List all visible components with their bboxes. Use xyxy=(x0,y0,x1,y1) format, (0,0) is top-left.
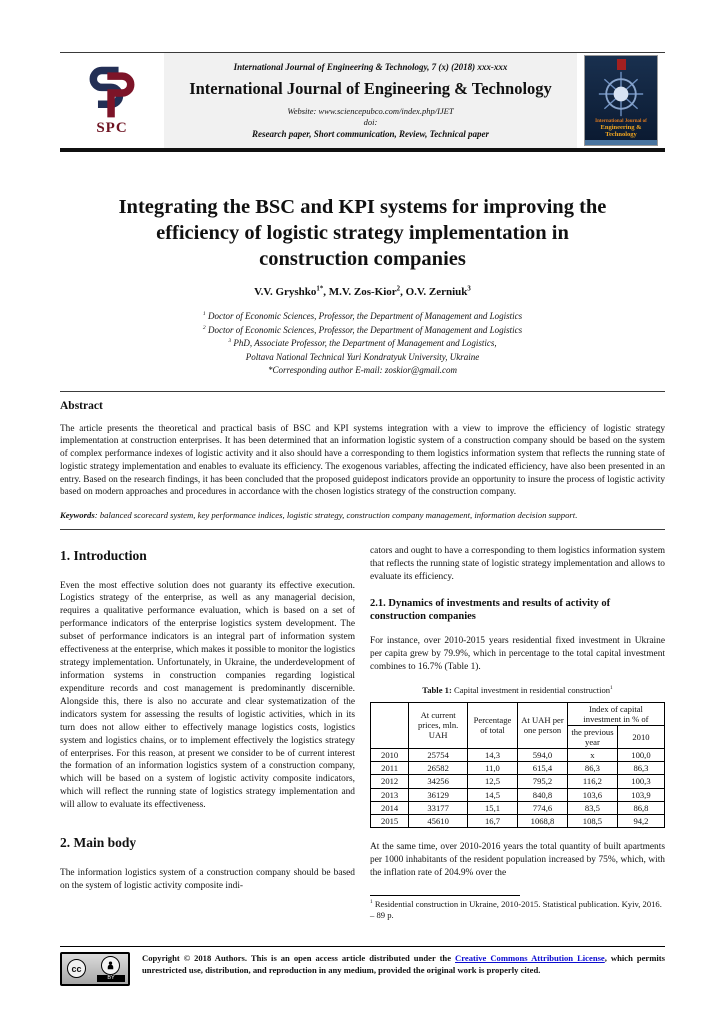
table-header-row xyxy=(371,702,665,725)
affiliation-text: PhD, Associate Professor, the Department of Management and Logistics, xyxy=(231,338,497,349)
journal-masthead xyxy=(164,53,577,148)
table-cell: 840,8 xyxy=(517,788,567,801)
paper-type-line: Research paper, Short communication, Review, Technical paper xyxy=(251,129,490,139)
table-cell: 100,3 xyxy=(617,775,664,788)
footnote-block xyxy=(370,895,665,921)
abstract-heading: Abstract xyxy=(60,399,103,412)
author-affiliation-mark: 3 xyxy=(467,285,471,293)
table-cell: 94,2 xyxy=(617,814,664,827)
author-separator: , xyxy=(323,286,329,299)
abstract-text: The article presents the theoretical and practical basis of BSC and KPI systems integration with a view to improve the efficiency of logistic strategy implementation at construction enterprises. It has been determined that an information logistic system of a construction company should be based on the system of complex performance indexes of logistic activity and it also should have a corresponding to them logistics information system that reflects the running state of logistic strategy implementation and enables to evaluate its efficiency. The exogenous variables, affecting the indicated efficiency, have also been presented in an entry. Based on the research findings, it has been concluded that the proposed guidepost indicators provide an opportunity to insure the process of logistic activity based on modern approaches and procedures in accordance with the chosen logistics strategy of the construction company. xyxy=(60,423,665,498)
table-cell: 14,5 xyxy=(468,788,518,801)
header-cell-percentage: Percentage of total xyxy=(468,702,518,749)
table-cell: 100,0 xyxy=(617,749,664,762)
cover-journal-line2: Engineering & Technology xyxy=(600,124,642,138)
table-header xyxy=(371,702,665,749)
section-2-1-heading: 2.1. Dynamics of investments and results of activity of construction companies xyxy=(370,597,611,623)
table-cell: 108,5 xyxy=(567,814,617,827)
table-cell: 12,5 xyxy=(468,775,518,788)
table-cell: 16,7 xyxy=(468,814,518,827)
cover-journal-line1: International Journal of xyxy=(595,119,647,124)
table-cell: 45610 xyxy=(409,814,468,827)
copyright-text-post: , which permits unrestricted use, distribution, and reproduction in any medium, provided the original work is properly cited. xyxy=(142,953,665,976)
keywords-label: Keywords xyxy=(60,510,95,520)
affiliation-line xyxy=(60,364,665,378)
table-cell: 86,8 xyxy=(617,801,664,814)
footnote-rule xyxy=(370,895,520,896)
author-affiliation-mark: 1* xyxy=(316,285,324,293)
table-caption-text: Capital investment in residential construction xyxy=(451,684,611,695)
creative-commons-icon: cc xyxy=(67,959,86,978)
table-cell: 34256 xyxy=(409,775,468,788)
table-body xyxy=(371,749,665,828)
corresponding-author-email: *Corresponding author E-mail: zoskior@gmail.com xyxy=(268,365,457,376)
table-row xyxy=(371,749,665,762)
affiliation-text: Doctor of Economic Sciences, Professor, the Department of Management and Logistics xyxy=(205,324,523,335)
cover-machine-illustration xyxy=(589,70,653,118)
author-affiliation-mark: 2 xyxy=(396,285,401,293)
cover-bottom-strip xyxy=(585,140,657,145)
authors-line xyxy=(60,286,665,298)
table-cell: 15,1 xyxy=(468,801,518,814)
affiliation-mark: 1 xyxy=(202,311,206,318)
keywords-text: : balanced scorecard system, key performance indices, logistic strategy, construction company management, information decision support. xyxy=(94,510,578,520)
footnote-text-line xyxy=(370,899,665,921)
running-head: International Journal of Engineering & Technology, 7 (x) (2018) xxx-xxx xyxy=(233,62,508,72)
copyright-text-pre: Copyright © 2018 Authors. This is an open access article distributed under the xyxy=(142,953,456,963)
footnote-text: Residential construction in Ukraine, 2010-2015. Statistical publication. Kyiv, 2016. – 89 p. xyxy=(370,898,662,920)
publisher-name: SPC xyxy=(96,120,128,136)
article-title: Integrating the BSC and KPI systems for improving the efficiency of logistic strategy implementation in construction companies xyxy=(118,196,607,271)
creative-commons-license-link[interactable]: Creative Commons Attribution License xyxy=(455,953,605,963)
cc-by-license-badge xyxy=(60,952,130,986)
header-cell-previous-year: the previous year xyxy=(567,725,617,748)
table-row xyxy=(371,814,665,827)
table-cell: 103,6 xyxy=(567,788,617,801)
affiliation-line xyxy=(60,351,665,365)
table-cell: 103,9 xyxy=(617,788,664,801)
header-cell-current-prices: At current prices, mln. UAH xyxy=(409,702,468,749)
table-cell: 594,0 xyxy=(517,749,567,762)
table-cell: 26582 xyxy=(409,762,468,775)
table-cell: 83,5 xyxy=(567,801,617,814)
section-2-1-paragraph: For instance, over 2010-2015 years residential fixed investment in Ukraine per capita grew by 79.9%, which in percentage to the total capital investment combines to 16.7% (Table 1). xyxy=(370,636,665,672)
affiliations-block xyxy=(60,310,665,378)
left-column xyxy=(60,545,355,921)
table-caption-footnote-mark: 1 xyxy=(610,684,613,691)
affiliation-mark: 3 xyxy=(228,338,232,345)
header-cell-2010: 2010 xyxy=(617,725,664,748)
table-cell: 615,4 xyxy=(517,762,567,775)
section-2-heading: 2. Main body xyxy=(60,835,137,851)
affiliation-mark: 2 xyxy=(202,324,206,331)
author-separator: , xyxy=(400,286,406,299)
copyright-text xyxy=(142,952,665,977)
abstract-bottom-rule xyxy=(60,529,665,530)
table-cell: 2011 xyxy=(371,762,409,775)
table-cell: 25754 xyxy=(409,749,468,762)
table-row xyxy=(371,801,665,814)
table-cell: 36129 xyxy=(409,788,468,801)
affiliation-text: Poltava National Technical Yuri Kondratyuk University, Ukraine xyxy=(245,351,480,362)
cover-emblem xyxy=(617,59,626,70)
table-cell: x xyxy=(567,749,617,762)
table-row xyxy=(371,788,665,801)
header-cell-year xyxy=(371,702,409,749)
section-1-paragraph: Even the most effective solution does not guaranty its effective execution. Logistics strategy of the enterprise, as well as any managerial decision, requires a qualitative performance evaluation, which is based on a set of performance indicators of the enterprise logistics system development. The subset of performance indicators is an integral part of information system effectiveness at the enterprise, which makes it possible to monitor the logistics strategy implementation. Unfortunately, in Ukraine, the underdevelopment of information systems in construction companies regarding logistical expenditure records and cost management is predominantly discernible. Alongside this, there is also no accurate and clear systematization of the indicators system for assessing the results of logistic activities, which in its turn does not allow either to effectively manage logistics costs, logistics system and logistics chains, or to implement effectively the logistics strategy of enterprises. For this reason, at present we consider to be of current interest the formation of an information logistics system of a construction company, which will be based on a system of logistic activity composite indicators, which will reflect the running state of logistics strategy implementation and will allow to evaluate its effectiveness. xyxy=(60,580,355,811)
table-cell: 2015 xyxy=(371,814,409,827)
table-cell: 14,3 xyxy=(468,749,518,762)
spc-logo-icon xyxy=(85,64,139,122)
keywords-line xyxy=(60,510,665,520)
right-column xyxy=(370,545,665,921)
section-1-heading: 1. Introduction xyxy=(60,548,147,563)
table-cell: 33177 xyxy=(409,801,468,814)
table-cell: 2010 xyxy=(371,749,409,762)
table-cell: 795,2 xyxy=(517,775,567,788)
table-cell: 116,2 xyxy=(567,775,617,788)
table-row xyxy=(371,775,665,788)
body-columns xyxy=(60,545,665,921)
capital-investment-table xyxy=(370,702,665,828)
attribution-person-icon xyxy=(101,956,120,975)
table-cell: 11,0 xyxy=(468,762,518,775)
affiliation-line xyxy=(60,337,665,351)
author-name: V.V. Gryshko xyxy=(254,286,317,299)
table-cell: 2014 xyxy=(371,801,409,814)
affiliation-text: Doctor of Economic Sciences, Professor, the Department of Management and Logistics xyxy=(205,311,523,322)
journal-cover-image xyxy=(584,55,658,146)
footnote-mark: 1 xyxy=(370,898,373,905)
journal-website: Website: www.sciencepubco.com/index.php/IJET xyxy=(287,106,454,116)
doi-line: doi: xyxy=(363,117,378,127)
affiliation-line xyxy=(60,310,665,324)
header-cell-index-group: Index of capital investment in % of xyxy=(567,702,664,725)
section-2-paragraph-continued: cators and ought to have a corresponding to them logistics information system that reflects the running state of logistic strategy implementation and allows to evaluate its efficiency. xyxy=(370,546,665,582)
section-2-paragraph: The information logistics system of a construction company should be based on the system of logistic activity composite indi- xyxy=(60,867,355,891)
journal-header xyxy=(60,52,665,152)
table-row xyxy=(371,762,665,775)
table-cell: 774,6 xyxy=(517,801,567,814)
journal-title: International Journal of Engineering & Technology xyxy=(189,79,552,98)
table-cell: 2012 xyxy=(371,775,409,788)
author-name: O.V. Zerniuk xyxy=(405,286,468,299)
table-cell: 86,3 xyxy=(617,762,664,775)
by-label: BY xyxy=(97,975,125,982)
header-cell-per-person: At UAH per one person xyxy=(517,702,567,749)
table-caption-label: Table 1: xyxy=(422,684,452,695)
after-table-paragraph: At the same time, over 2010-2016 years the total quantity of built apartments per 1000 inhabitants of the resident population increased by 75%, which, with the inflation rate of 204.9% over the xyxy=(370,842,665,878)
table-cell: 2013 xyxy=(371,788,409,801)
journal-cover-box xyxy=(577,53,665,148)
table-1-caption xyxy=(370,685,665,697)
author-name: M.V. Zos-Kior xyxy=(328,286,397,299)
abstract-top-rule xyxy=(60,391,665,392)
publisher-logo xyxy=(60,53,164,148)
affiliation-line xyxy=(60,324,665,338)
copyright-footer xyxy=(60,946,665,986)
table-cell: 86,3 xyxy=(567,762,617,775)
table-cell: 1068,8 xyxy=(517,814,567,827)
